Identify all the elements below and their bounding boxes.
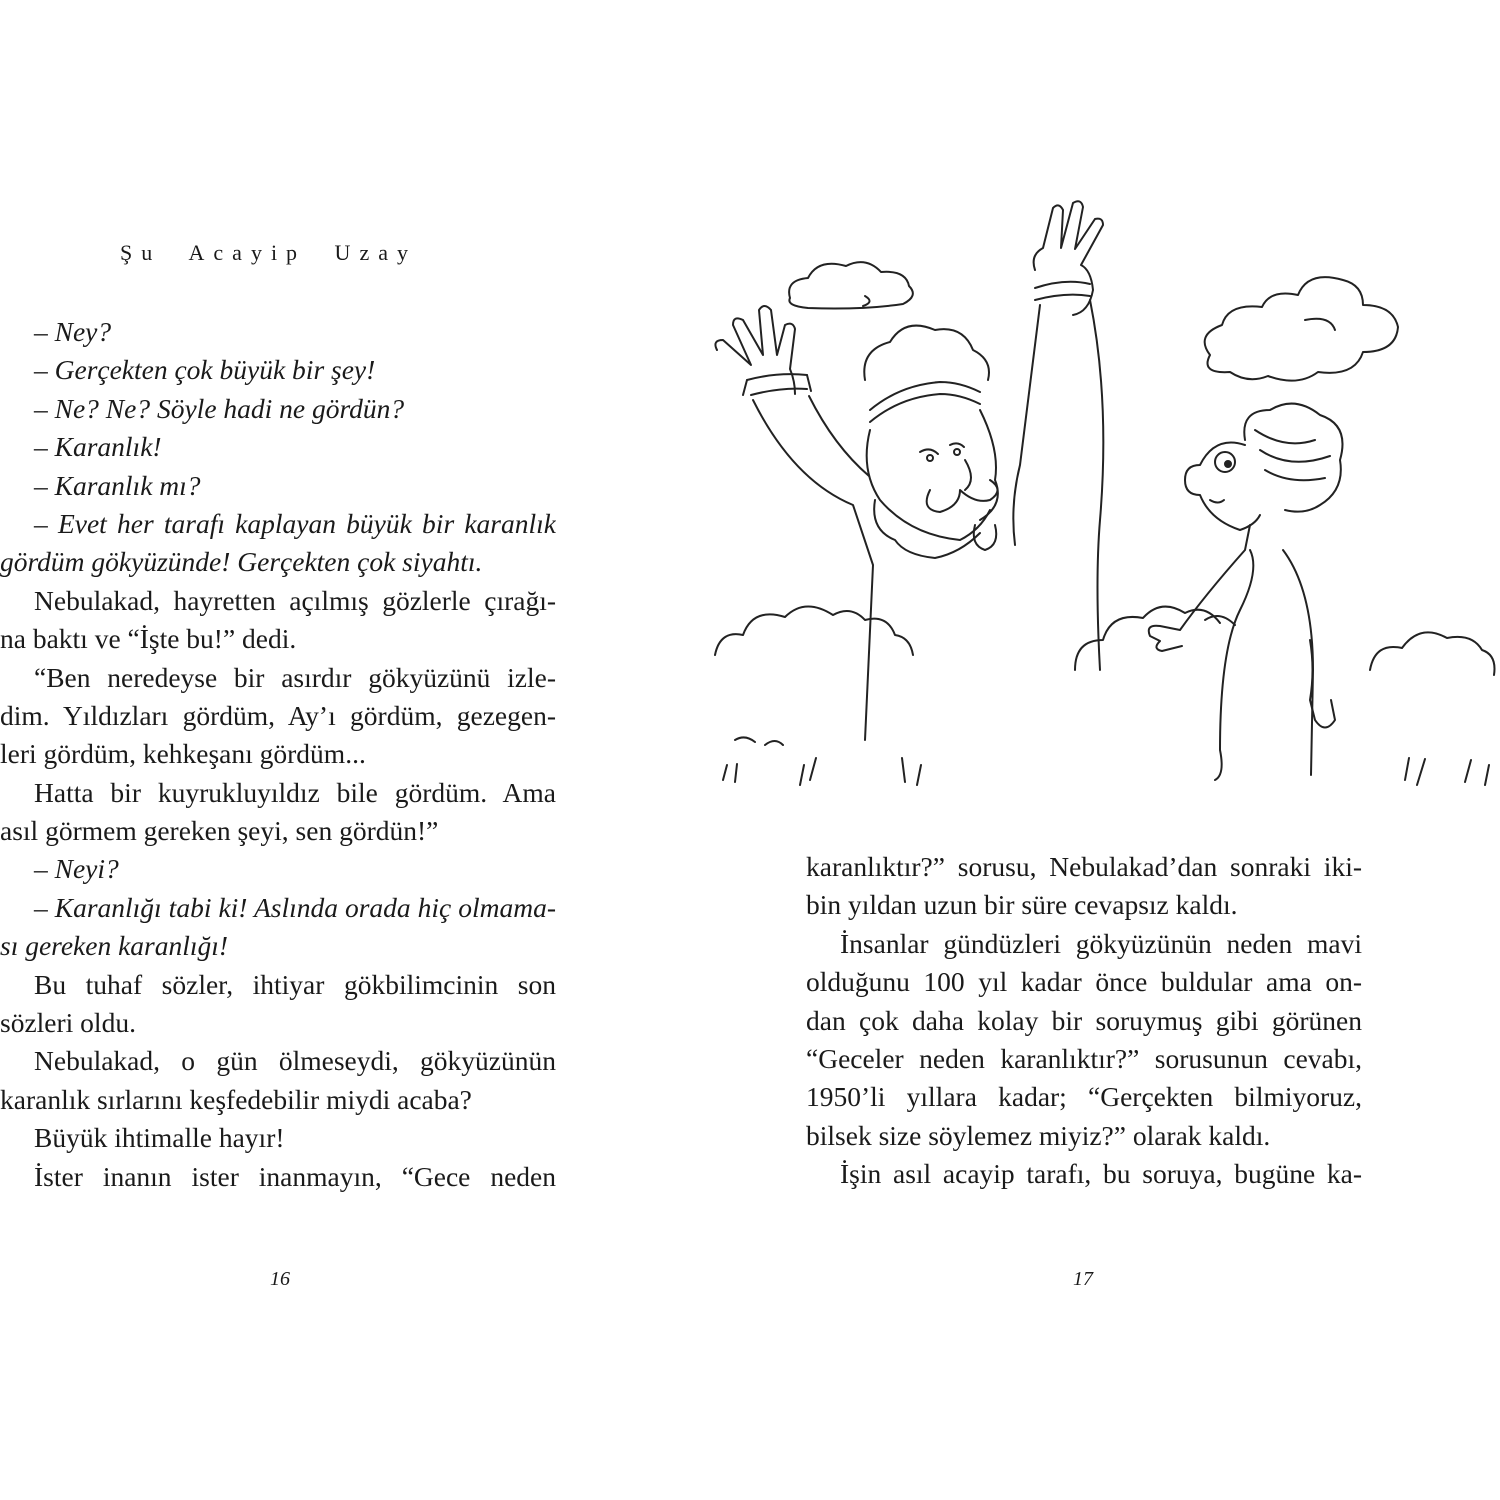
apprentice-figure (1149, 404, 1343, 780)
text-line: – Gerçekten çok büyük bir şey! (34, 354, 376, 386)
text-line: Bu tuhaf sözler, ihtiyar gökbilimcinin son (34, 968, 556, 1000)
running-head: Şu Acayip Uzay (120, 240, 417, 265)
cloud-icon (1205, 277, 1398, 381)
text-line: – Ney? (34, 316, 112, 347)
right-page-text (806, 848, 1362, 1194)
text-line: asıl görmem gereken şeyi, sen gördün!” (0, 815, 439, 847)
text-line: İşin asıl acayip tarafı, bu soruya, bugüne ka- (840, 1158, 1362, 1190)
text-line: dan çok daha kolay bir soruymuş gibi görünen (806, 1004, 1362, 1036)
text-line: “Ben neredeyse bir asırdır gökyüzünü izle- (34, 661, 556, 693)
text-line: sözleri oldu. (0, 1007, 136, 1039)
text-line: na baktı ve “İşte bu!” dedi. (0, 623, 297, 655)
text-line: bilsek size söylemez miyiz?” olarak kaldı. (806, 1119, 1271, 1151)
text-line: Büyük ihtimalle hayır! (34, 1122, 285, 1154)
text-line: 1950’li yıllara kadar; “Gerçekten bilmiyoruz, (806, 1081, 1362, 1113)
text-line: karanlık sırlarını keşfedebilir miydi acaba? (0, 1083, 472, 1115)
text-line: İster inanın ister inanmayın, “Gece neden (34, 1160, 556, 1192)
text-line: Nebulakad, hayretten açılmış gözlerle çırağı- (34, 584, 556, 616)
left-page-text (0, 313, 556, 1196)
bushes (715, 606, 1495, 785)
text-line: – Karanlık mı? (34, 469, 201, 501)
text-line: dim. Yıldızları gördüm, Ay’ı gördüm, gezegen- (0, 699, 556, 731)
cloud-icon (789, 262, 913, 308)
text-line: – Neyi? (34, 853, 119, 885)
astronomer-figure (715, 201, 1103, 740)
text-line: Nebulakad, o gün ölmeseydi, gökyüzünün (34, 1045, 556, 1077)
text-line: gördüm gökyüzünde! Gerçekten çok siyahtı. (0, 546, 483, 578)
text-line: olduğunu 100 yıl kadar önce buldular ama on- (806, 966, 1362, 998)
text-line: Hatta bir kuyrukluyıldız bile gördüm. Ama (34, 776, 556, 808)
page-number-left: 16 (270, 1268, 290, 1290)
text-line: karanlıktır?” sorusu, Nebulakad’dan sonraki iki- (806, 851, 1362, 882)
text-line: – Ne? Ne? Söyle hadi ne gördün? (34, 392, 405, 424)
chapter-illustration (705, 200, 1500, 790)
text-line: “Geceler neden karanlıktır?” sorusunun cevabı, (806, 1042, 1362, 1074)
text-line: leri gördüm, kehkeşanı gördüm... (0, 738, 366, 770)
text-line: İnsanlar gündüzleri gökyüzünün neden mavi (840, 927, 1362, 959)
text-line: bin yıldan uzun bir süre cevapsız kaldı. (806, 889, 1238, 921)
text-line: sı gereken karanlığı! (0, 930, 229, 962)
page-number-right: 17 (1073, 1268, 1093, 1290)
text-line: – Karanlık! (34, 431, 162, 463)
text-line: – Evet her tarafı kaplayan büyük bir karanlık (34, 507, 556, 539)
text-line: – Karanlığı tabi ki! Aslında orada hiç olmama- (34, 891, 556, 923)
